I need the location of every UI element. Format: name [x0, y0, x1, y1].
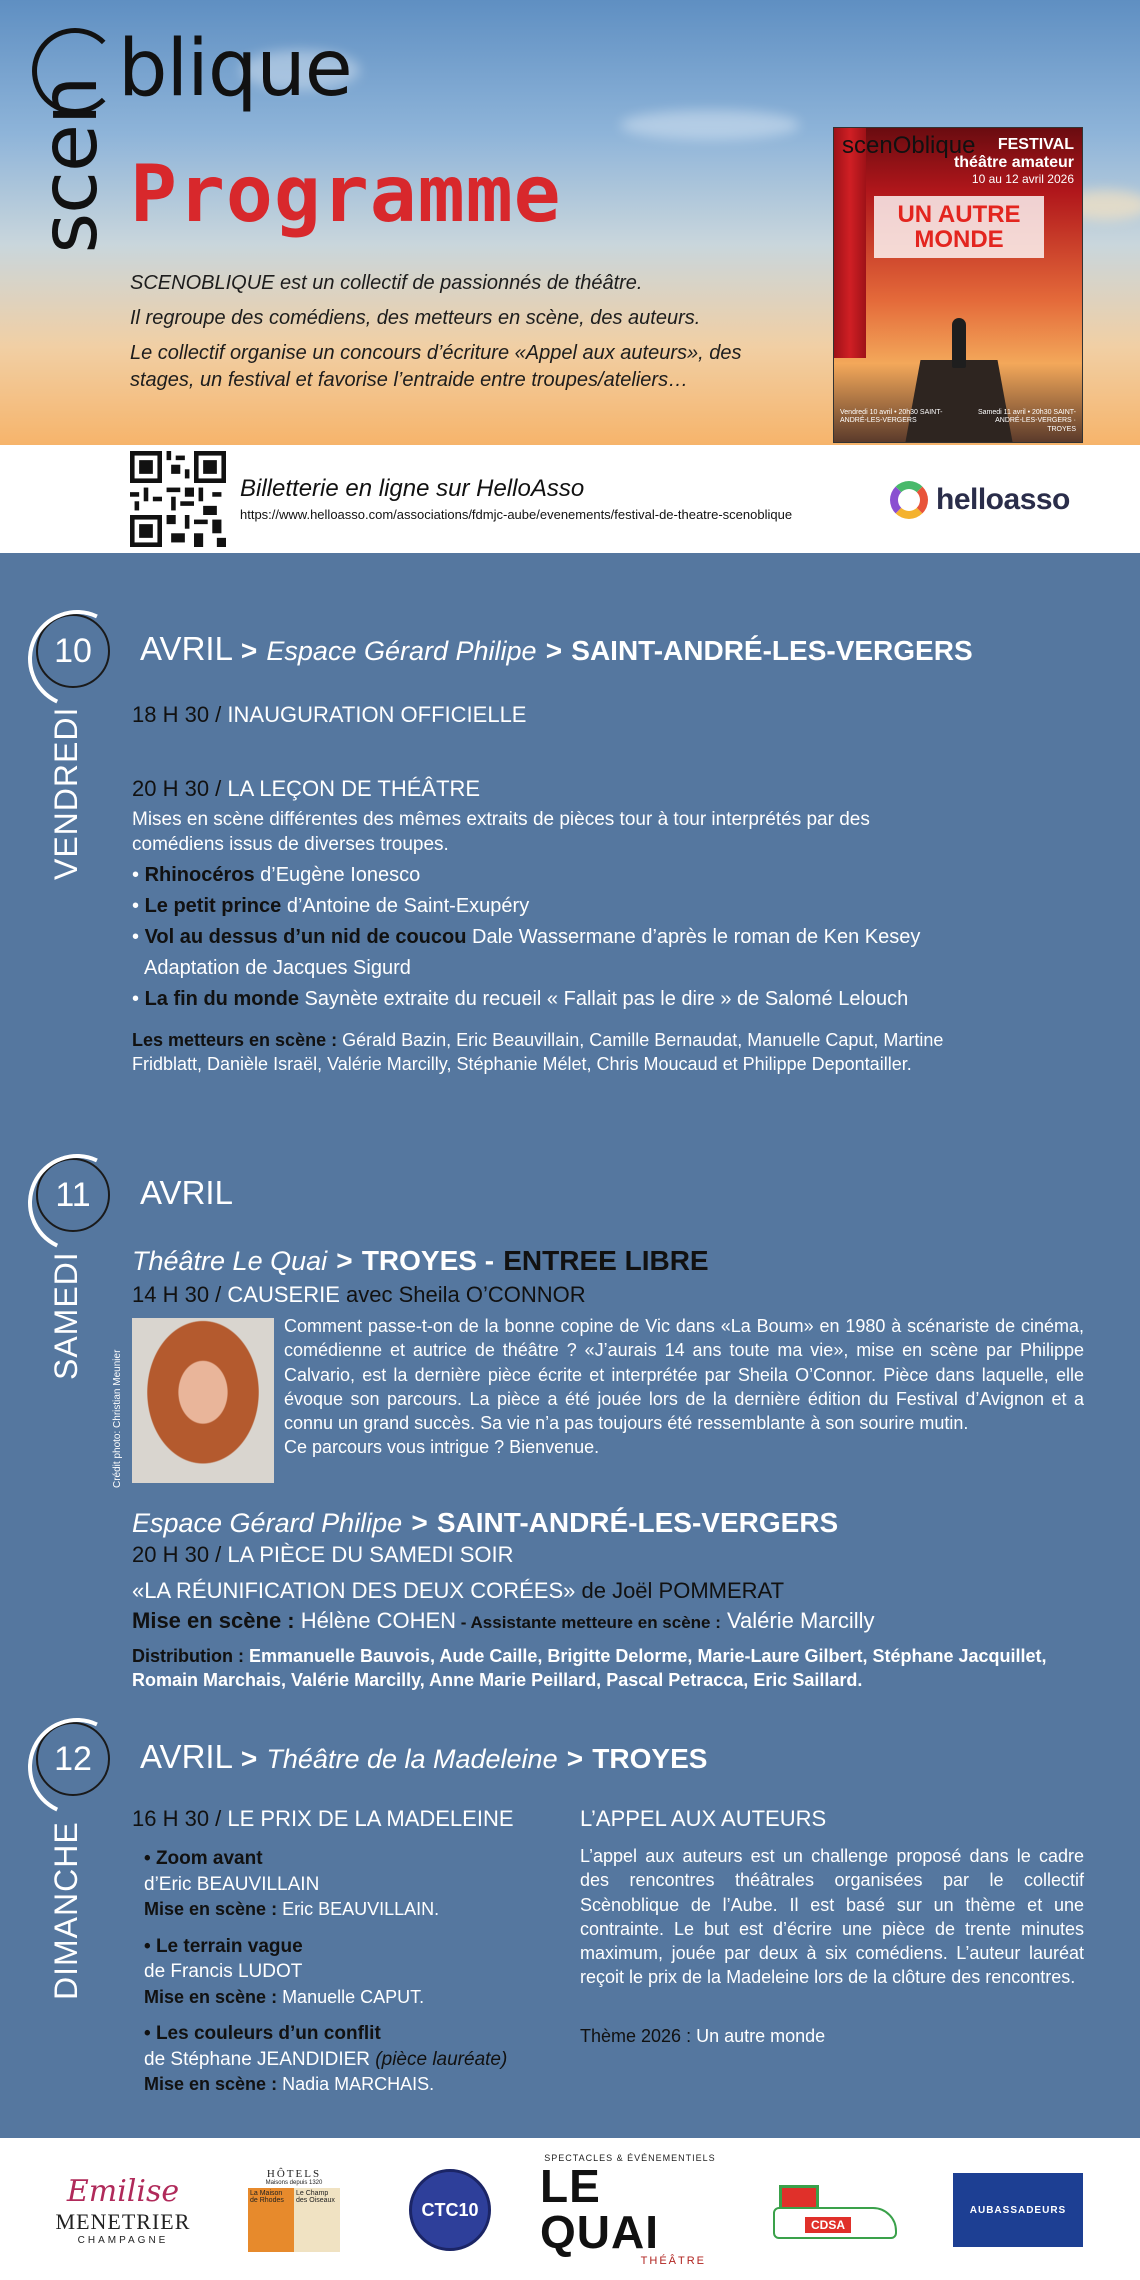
sponsors-footer: [0, 2138, 1140, 2280]
friday-play-list: [132, 860, 1012, 1015]
ticketing-url[interactable]: https://www.helloasso.com/associations/fdmjc-aube/evenements/festival-de-theatre-scenoblique: [240, 507, 793, 522]
poster-figure: [952, 318, 966, 368]
intro-line-3: Le collectif organise un concours d’écriture «Appel aux auteurs», des stages, un festival et favorise l’entraide entre troupes/ateliers…: [130, 342, 742, 391]
saturday-heading: AVRIL: [140, 1174, 233, 1211]
qr-code[interactable]: [130, 451, 226, 547]
saturday-play: «LA RÉUNIFICATION DES DEUX CORÉES» de Joël POMMERAT: [132, 1578, 785, 1603]
logo-scen: scen: [25, 76, 115, 254]
festival-poster: [833, 127, 1083, 443]
list-item: • Le terrain vague de Francis LUDOT Mise en scène : Manuelle CAPUT.: [144, 1935, 425, 2007]
sponsor-le-quai[interactable]: SPECTACLES & ÉVÉNEMENTIELS LE QUAI THÉÂTRE: [540, 2153, 716, 2267]
list-item: • Rhinocéros d’Eugène Ionesco: [132, 864, 421, 886]
hero-banner: [0, 0, 1140, 445]
poster-curtain: [834, 128, 866, 358]
intro-text: [130, 270, 810, 402]
day-number-11: 11: [36, 1158, 110, 1232]
appel-title: L’APPEL AUX AUTEURS: [580, 1806, 827, 1831]
sponsor-hotels[interactable]: HÔTELS Maisons depuis 1320 La Maison de Rhodes Le Champ des Oiseaux: [244, 2160, 344, 2260]
sponsor-menetrier[interactable]: Emilise MENETRIER CHAMPAGNE: [55, 2174, 191, 2246]
list-item: • Vol au dessus d’un nid de coucou Dale Wassermane d’après le roman de Ken Kesey Adaptation de Jacques Sigurd: [132, 926, 921, 979]
photo-credit: Crédit photo: Christian Meunier: [112, 1349, 123, 1488]
friday-slot-1: 18 H 30 / INAUGURATION OFFICIELLE: [132, 702, 527, 727]
appel-theme: Thème 2026 : Un autre monde: [580, 2026, 826, 2046]
intro-line-1: SCENOBLIQUE est un collectif de passionnés de théâtre.: [130, 272, 643, 294]
list-item: • Les couleurs d’un conflit de Stéphane JEANDIDIER (pièce lauréate) Mise en scène : Nadia MARCHAIS.: [144, 2023, 508, 2095]
helloasso-logo[interactable]: helloasso: [890, 481, 1070, 519]
sunday-heading: AVRIL > Théâtre de la Madeleine > TROYES: [140, 1738, 708, 1775]
intro-line-2: Il regroupe des comédiens, des metteurs en scène, des auteurs.: [130, 307, 701, 329]
day-name-sunday: DIMANCHE: [48, 1821, 84, 2000]
list-item: • La fin du monde Saynète extraite du recueil « Fallait pas le dire » de Salomé Lelouch: [132, 988, 909, 1010]
day-number-10: 10: [36, 614, 110, 688]
friday-description: Mises en scène différentes des mêmes extraits de pièces tour à tour interprétés par des comédiens issus de diverses troupes.: [132, 809, 870, 855]
sponsor-aubassadeurs[interactable]: AUBASSADEURS: [952, 2160, 1084, 2260]
list-item: • Le petit prince d’Antoine de Saint-Exupéry: [132, 895, 530, 917]
friday-directors: Les metteurs en scène : Gérald Bazin, Eric Beauvillain, Camille Bernaudat, Manuelle Caput, Martine Fridblatt, Danièle Israël, Valérie Marcilly, Stéphanie Mélet, Chris Moucaud et Philippe Depontailler.: [132, 1030, 944, 1075]
saturday-credits: Mise en scène : Hélène COHEN - Assistante metteure en scène : Valérie Marcilly: [132, 1608, 875, 1633]
sunday-slot: 16 H 30 / LE PRIX DE LA MADELEINE: [132, 1806, 514, 1831]
sponsor-cdsa[interactable]: CDSA: [768, 2160, 904, 2260]
ticketing-title: Billetterie en ligne sur HelloAsso: [240, 475, 585, 502]
poster-festival: FESTIVAL théâtre amateur 10 au 12 avril 2026: [953, 136, 1074, 186]
guest-photo: [132, 1318, 274, 1483]
list-item: • Zoom avant d’Eric BEAUVILLAIN Mise en scène : Eric BEAUVILLAIN.: [144, 1848, 440, 1920]
day-name-saturday: SAMEDI: [48, 1251, 84, 1380]
day-name-friday: VENDREDI: [48, 706, 84, 880]
saturday-venue-1: Théâtre Le Quai > TROYES - ENTREE LIBRE: [132, 1245, 709, 1276]
friday-slot-2: 20 H 30 / LA LEÇON DE THÉÂTRE: [132, 776, 481, 801]
saturday-distribution: Distribution : Emmanuelle Bauvois, Aude Caille, Brigitte Delorme, Marie-Laure Gilbert, Stéphane Jacquillet, Romain Marchais, Valérie Marcilly, Anne Marie Peillard, Pascal Petracca, Eric Saillard.: [132, 1646, 1047, 1691]
day-number-12: 12: [36, 1722, 110, 1796]
poster-logo: scenOblique: [842, 132, 976, 159]
causerie-text: Comment passe-t-on de la bonne copine de Vic dans «La Boum» en 1980 à scénariste de cinéma, comédienne et autrice de théâtre ? «J’aurais 14 ans toute ma vie», mise en scène par Philippe Calvario, est la dernière pièce écrite et interprétée par Sheila O’Connor. Pièce dans laquelle, elle évoque son parcours. La pièce a été jouée lors de la dernière édition du Festival d’Avignon et a connu un grand succès. Sa vie n’a pas toujours été ressemblante à son sourire mutin. Ce parcours vous intrigue ? Bienvenue.: [284, 1316, 1084, 1458]
page-title: Programme: [130, 150, 562, 240]
saturday-slot-1: 14 H 30 / CAUSERIE avec Sheila O’CONNOR: [132, 1282, 586, 1307]
logo-blique: blique: [118, 24, 352, 114]
saturday-slot-2: 20 H 30 / LA PIÈCE DU SAMEDI SOIR: [132, 1542, 514, 1567]
ticketing-band: [0, 445, 1140, 553]
helloasso-icon: [890, 481, 928, 519]
sponsor-ctc10[interactable]: CTC10: [400, 2160, 500, 2260]
friday-heading: AVRIL > Espace Gérard Philipe > SAINT-ANDRÉ-LES-VERGERS: [140, 630, 973, 667]
poster-title: UN AUTRE MONDE: [874, 196, 1044, 258]
appel-text: L’appel aux auteurs est un challenge proposé dans le cadre des rencontres théâtrales organisées par le collectif Scènoblique de l’Aube. Il est basé sur un thème et une contrainte. Le but est d’écrire une pièce de trente minutes maximum, jouée par deux à six comédiens. L’auteur lauréat reçoit le prix de la Madeleine lors de la clôture des rencontres.: [580, 1846, 1084, 1988]
poster-dates: Vendredi 10 avril • 20h30 SAINT-ANDRÉ-LES-VERGERS Samedi 11 avril • 20h30 SAINT-ANDRÉ-LES-VERGERS · TROYES: [840, 408, 1076, 433]
saturday-venue-2: Espace Gérard Philipe > SAINT-ANDRÉ-LES-VERGERS: [132, 1507, 839, 1538]
sunday-play-list: [144, 1846, 564, 2097]
